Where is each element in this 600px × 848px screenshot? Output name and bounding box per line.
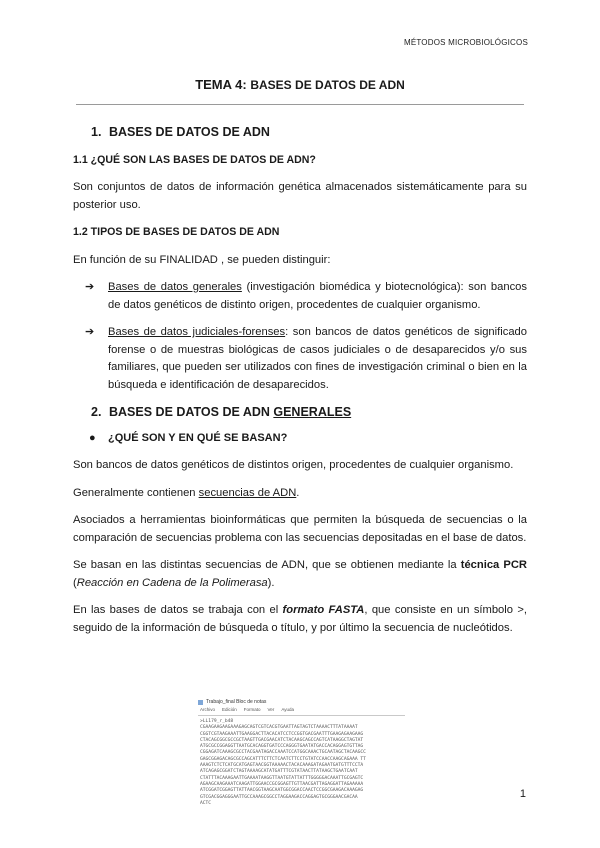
list-item-general-databases <box>73 279 527 314</box>
list-item-forensic-databases <box>73 324 527 394</box>
title-main: TEMA 4: <box>195 77 247 92</box>
page-number: 1 <box>519 788 526 800</box>
bullet-heading <box>73 430 527 448</box>
forensic-databases-text: : son bancos de datos genéticos de significado forense o de muestras biológicas de casos judiciales o de desaparecidos y/o sus familiares, que pueden ser utilizados con fines de investigación criminal o bien en la búsqueda e identificación de desaparecidos. <box>108 326 527 391</box>
notepad-icon <box>198 700 203 705</box>
menu-edicion: Edición <box>222 707 237 712</box>
subsection-1-1-heading: 1.1 ¿QUÉ SON LAS BASES DE DATOS DE ADN? <box>73 153 316 166</box>
fasta-line: CGAAGAAGAAGAAAGAGCAGTCGTCACGTGAATTAGTAGTCTAAAACTTTATAAAAT <box>200 725 358 731</box>
paragraph-5-text: En las bases de datos se trabaja con el <box>73 604 283 616</box>
section-2-paragraph-1: Son bancos de datos genéticos de distintos origen, procedentes de cualquier organismo. <box>73 459 514 471</box>
paragraph-2-end: . <box>296 486 300 499</box>
paragraph-4-bold: técnica PCR <box>460 559 527 571</box>
fasta-sequence-text <box>198 715 405 807</box>
fasta-line: AGAAGCAAGAAATCAAGATTGGAACCGCGGAGTTGTTAACGATTAGAGGATTAGAAAAA <box>200 781 364 787</box>
section-1-heading <box>91 124 527 142</box>
paragraph-4-end: ). <box>267 576 275 589</box>
menu-formato: Formato <box>243 707 261 712</box>
arrow-right-icon: ➔ <box>85 281 95 293</box>
page-title <box>0 77 600 92</box>
fasta-line: CTATTTACAAAGAATTGAAAATAAGGTTAATGTATTATTTGGGGGACAAATTGCGAGTC <box>200 775 364 781</box>
general-databases-term: Bases de datos generales <box>108 281 242 293</box>
section-2-title: BASES DE DATOS DE ADN <box>109 405 274 419</box>
fasta-line: ATGCGCCGGAGGTTAATGCACAGGTGATCCCAGGGTGAATATGACCACAGGAGTGTTAG <box>200 744 364 750</box>
menu-archivo: Archivo <box>200 707 216 712</box>
fasta-line: ATCGGATCGGAGTTATTAACGGTAAGCAATGGCGGACCAACTCCGGCGAAGACAAAGAG <box>200 788 364 794</box>
paragraph-2-underlined: secuencias de ADN <box>198 486 297 499</box>
fasta-line: CGGTCGTAAGAAATTGAAGGACTTACACATCCTCCGGTGACGAATTTGAAGAGAAGAAG <box>200 731 364 737</box>
fasta-line: >LL179_r_b48 <box>200 719 234 724</box>
section-2-paragraph-5 <box>73 602 527 637</box>
section-1-number: 1. <box>91 125 102 139</box>
fasta-line: ACTC <box>200 800 212 806</box>
fasta-screenshot <box>198 698 405 848</box>
section-2-number: 2. <box>91 405 102 419</box>
section-2-title-underlined: GENERALES <box>273 405 352 419</box>
title-sub: BASES DE DATOS DE ADN <box>250 78 405 92</box>
subsection-1-1-text: Son conjuntos de datos de información genética almacenados sistemáticamente para su posterior uso. <box>73 181 527 211</box>
paragraph-5-end: , que consiste en un símbolo >, seguido de la información de búsqueda o título, y por último la secuencia de nucleótidos. <box>73 604 527 634</box>
fasta-line: CTACAGCGGCGCCGCTAAGTTGACGAACATCTACAAGCAGCCAGTCATAAGGCTAGTAT <box>200 737 364 743</box>
fasta-line: GTCGACGGAGGGAATTGCCAAAGCGGCCTAGGAAGACCAGGAGTGCGGGAACGACAA <box>200 794 358 800</box>
title-divider <box>76 104 524 105</box>
menu-ayuda: Ayuda <box>281 707 294 712</box>
notepad-title-bar <box>198 698 405 706</box>
section-2-paragraph-2 <box>73 485 527 503</box>
arrow-right-icon: ➔ <box>85 326 95 338</box>
menu-ver: Ver <box>267 707 275 712</box>
fasta-line: GAGCGGAGACAGCGCCAGCATTTCTTCTCAATCTTCCTGTATCCAACCAAGCAGAAA TT <box>200 756 366 762</box>
paragraph-5-bold-italic: formato FASTA <box>282 604 365 616</box>
fasta-line: AAAGTCTCTCATGCATGAGTAACGGTAAAAACTACACAAAGATAGAATGATGTTTCCTA <box>200 763 364 769</box>
bullet-dot-icon: ● <box>89 431 96 444</box>
fasta-line: CGGAGATCAAAGCGCCTACGAATAGACCAAATCCATGGCAAACTGCAATAGCTACAAGCC <box>200 750 366 756</box>
forensic-databases-term: Bases de datos judiciales-forenses <box>108 326 286 338</box>
section-1-title: BASES DE DATOS DE ADN <box>109 125 270 139</box>
notepad-title: Trabajo_final Bloc de notas <box>206 699 267 705</box>
section-2-paragraph-4 <box>73 557 527 592</box>
paragraph-4-mid: ( <box>73 576 77 589</box>
subsection-1-2-intro: En función de su FINALIDAD , se pueden distinguir: <box>73 253 331 266</box>
section-2-heading <box>91 404 527 422</box>
section-2-paragraph-3: Asociados a herramientas bioinformáticas que permiten la búsqueda de secuencias o la comparación de secuencias problema con las secuencias depositadas en el base de datos. <box>73 514 527 544</box>
notepad-menu <box>198 706 405 713</box>
bullet-heading-text: ¿QUÉ SON Y EN QUÉ SE BASAN? <box>108 431 288 444</box>
document-body <box>73 118 527 637</box>
paragraph-2-text: Generalmente contienen <box>73 486 199 499</box>
paragraph-4-italic: Reacción en Cadena de la Polimerasa <box>76 576 268 589</box>
paragraph-4-text: Se basan en las distintas secuencias de ADN, que se obtienen mediante la <box>73 559 461 571</box>
subsection-1-2-heading: 1.2 TIPOS DE BASES DE DATOS DE ADN <box>73 226 280 238</box>
general-databases-text: (investigación biomédica y biotecnológica): son bancos de datos genéticos de distinto origen, procedentes de cualquier organismo. <box>108 281 527 311</box>
fasta-line: ATCAGAGCGGATCTAGTAAAAGCATATGATTTCGTATAACTTATAAGCTGAATCAAT <box>200 769 358 775</box>
running-header: MÉTODOS MICROBIOLÓGICOS <box>403 38 528 47</box>
